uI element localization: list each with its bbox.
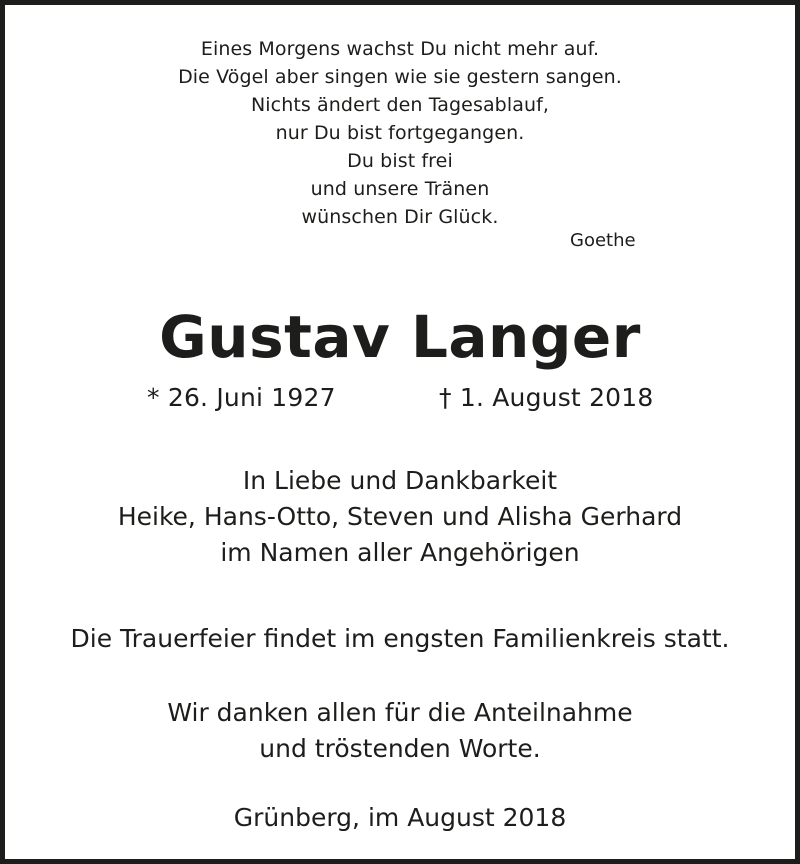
family-line: Heike, Hans-Otto, Steven und Alisha Gerhard xyxy=(117,502,683,531)
thanks-line: Wir danken allen für die Anteilnahme xyxy=(167,698,633,727)
family-line: im Namen aller Angehörigen xyxy=(220,538,580,567)
poem-line: und unsere Tränen xyxy=(310,178,490,200)
poem-line: Die Vögel aber singen wie sie gestern sangen. xyxy=(178,66,622,88)
deceased-name: Gustav Langer xyxy=(159,303,641,371)
poem-author: Goethe xyxy=(570,230,636,251)
thanks-note xyxy=(5,695,795,767)
poem xyxy=(5,35,795,231)
place-date: Grünberg, im August 2018 xyxy=(233,803,567,832)
thanks-line: und tröstenden Worte. xyxy=(259,734,541,763)
funeral-note: Die Trauerfeier findet im engsten Familienkreis statt. xyxy=(70,624,730,653)
death-date: † 1. August 2018 xyxy=(439,383,654,412)
poem-line: Nichts ändert den Tagesablauf, xyxy=(250,94,550,116)
poem-line: Eines Morgens wachst Du nicht mehr auf. xyxy=(200,38,600,60)
family-line: In Liebe und Dankbarkeit xyxy=(242,466,558,495)
poem-line: wünschen Dir Glück. xyxy=(301,206,499,228)
poem-line: nur Du bist fortgegangen. xyxy=(275,122,525,144)
family-signature xyxy=(5,463,795,571)
poem-line: Du bist frei xyxy=(347,150,453,172)
birth-date: * 26. Juni 1927 xyxy=(147,383,336,412)
